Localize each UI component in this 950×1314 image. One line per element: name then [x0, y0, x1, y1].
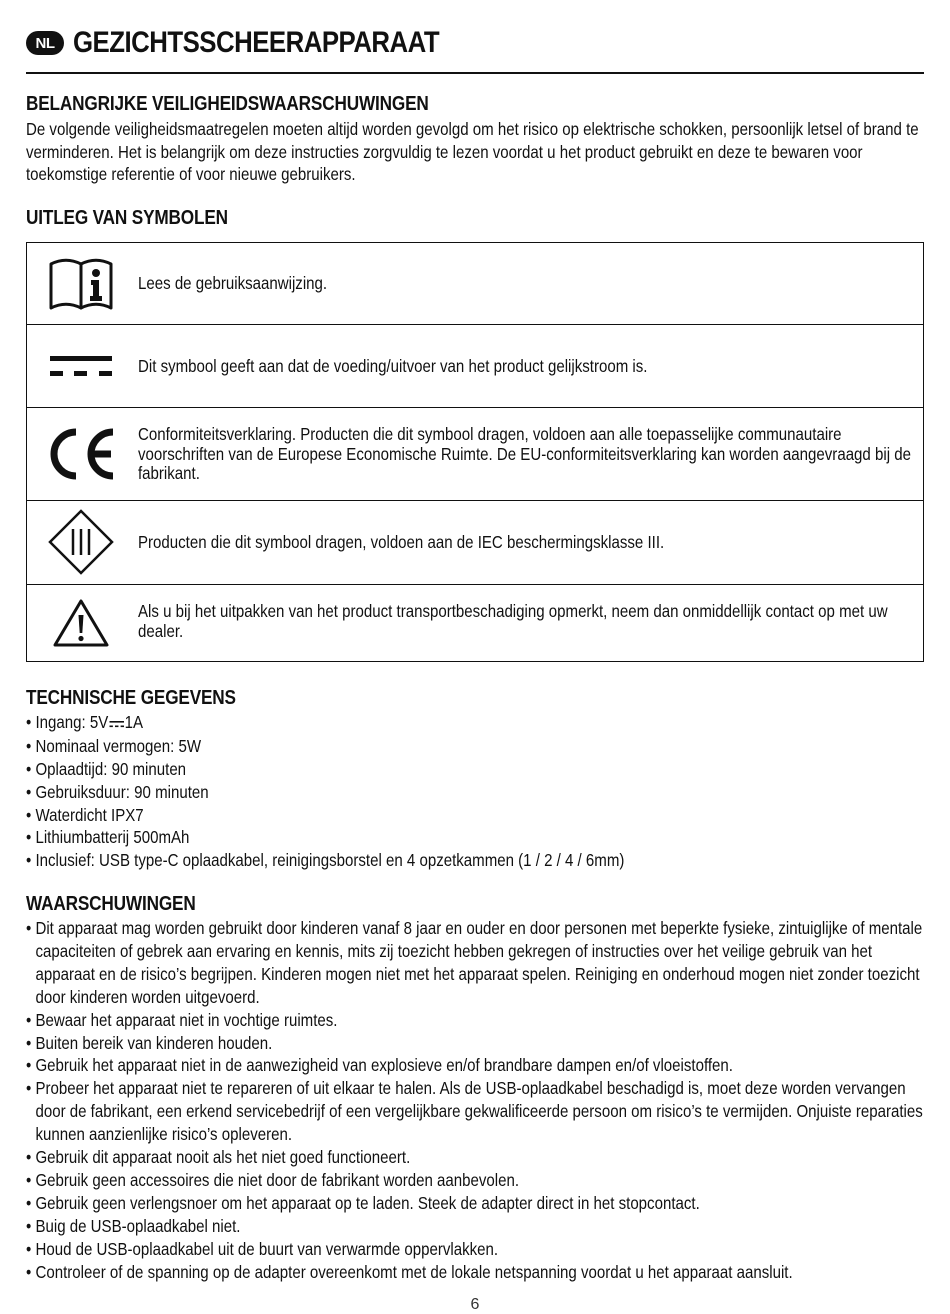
warning-triangle-icon	[45, 597, 117, 649]
safety-heading: BELANGRIJKE VEILIGHEIDSWAARSCHUWINGEN	[26, 93, 429, 115]
symbol-text-class3: Producten die dit symbool dragen, voldoen aan de IEC beschermingsklasse III.	[138, 532, 665, 552]
page-number: 6	[470, 1296, 480, 1313]
warning-item: • Houd de USB-oplaadkabel uit de buurt van verwarmde oppervlakken.	[26, 1238, 925, 1261]
symbol-row-dc	[27, 325, 923, 408]
direct-current-icon	[45, 347, 117, 387]
page-title: GEZICHTSSCHEERAPPARAAT	[73, 26, 440, 59]
spec-item-input	[26, 711, 925, 735]
warning-item: • Gebruik het apparaat niet in de aanwezigheid van explosieve en/of brandbare dampen en/of vloeistoffen.	[26, 1054, 925, 1077]
warning-item: • Buiten bereik van kinderen houden.	[26, 1032, 925, 1055]
symbols-table	[26, 242, 924, 662]
warning-item: • Gebruik geen verlengsnoer om het apparaat op te laden. Steek de adapter direct in het stopcontact.	[26, 1192, 925, 1215]
title-divider	[26, 72, 924, 74]
warning-item: • Dit apparaat mag worden gebruikt door kinderen vanaf 8 jaar en ouder en door personen met beperkte fysieke, zintuiglijke of mentale capaciteiten of gebrek aan ervaring en kennis, mits zij toezicht hebben gekregen of instructies over het veilige gebruik van het apparaat en de risico’s begrijpen. Kinderen mogen niet met het apparaat spelen. Reiniging en onderhoud mogen niet zonder toezicht door kinderen worden uitgevoerd.	[26, 917, 925, 1009]
specs-list	[26, 711, 925, 872]
title-row	[26, 26, 499, 60]
spec-item: • Inclusief: USB type-C oplaadkabel, reinigingsborstel en 4 opzetkammen (1 / 2 / 4 / 6mm)	[26, 849, 925, 872]
symbol-row-warning	[27, 585, 923, 660]
protection-class-iii-icon	[45, 509, 117, 575]
warning-item: • Gebruik geen accessoires die niet door de fabrikant worden aanbevolen.	[26, 1169, 925, 1192]
language-badge: NL	[26, 31, 64, 55]
symbol-row-ce	[27, 408, 923, 501]
spec-input-prefix: Ingang: 5V	[35, 712, 109, 732]
ce-mark-icon	[45, 426, 117, 482]
symbol-text-ce: Conformiteitsverklaring. Producten die dit symbool dragen, voldoen aan alle toepasselijke communautaire voorschriften van de Europese Economische Ruimte. De EU-conformiteitsverklaring kan worden aangevraagd bij de fabrikant.	[138, 424, 911, 483]
direct-current-small-icon	[109, 712, 124, 735]
spec-item: • Gebruiksduur: 90 minuten	[26, 781, 925, 804]
symbols-heading: UITLEG VAN SYMBOLEN	[26, 207, 228, 229]
spec-item: • Lithiumbatterij 500mAh	[26, 826, 925, 849]
warning-item: • Buig de USB-oplaadkabel niet.	[26, 1215, 925, 1238]
warning-item: • Probeer het apparaat niet te repareren of uit elkaar te halen. Als de USB-oplaadkabel beschadigd is, moet deze worden vervangen door de fabrikant, een erkend servicebedrijf of een vergelijkbare gekwalificeerde persoon om risico’s te vermijden. Onjuiste reparaties kunnen aanzienlijke risico’s opleveren.	[26, 1077, 925, 1146]
warnings-heading: WAARSCHUWINGEN	[26, 893, 196, 915]
spec-item: • Waterdicht IPX7	[26, 804, 925, 827]
spec-input-suffix: 1A	[124, 712, 144, 732]
warnings-list	[26, 917, 925, 1284]
symbol-row-manual	[27, 243, 923, 325]
spec-item: • Nominaal vermogen: 5W	[26, 735, 925, 758]
symbol-text-dc: Dit symbool geeft aan dat de voeding/uitvoer van het product gelijkstroom is.	[138, 356, 648, 376]
safety-intro: De volgende veiligheidsmaatregelen moeten altijd worden gevolgd om het risico op elektrische schokken, persoonlijk letsel of brand te verminderen. Het is belangrijk om deze instructies zorgvuldig te lezen voordat u het product gebruikt en deze te bewaren voor toekomstige referentie of voor nieuwe gebruikers.	[26, 119, 919, 184]
warning-item: • Controleer of de spanning op de adapter overeenkomt met de lokale netspanning voordat u het apparaat aansluit.	[26, 1261, 925, 1284]
symbol-text-warning: Als u bij het uitpakken van het product transportbeschadiging opmerkt, neem dan onmiddellijk contact op met uw dealer.	[138, 601, 888, 641]
warning-item: • Bewaar het apparaat niet in vochtige ruimtes.	[26, 1009, 925, 1032]
symbol-row-class3	[27, 501, 923, 585]
symbol-text-manual: Lees de gebruiksaanwijzing.	[138, 273, 328, 293]
manual-book-icon	[45, 255, 117, 313]
specs-heading: TECHNISCHE GEGEVENS	[26, 687, 236, 709]
warning-item: • Gebruik dit apparaat nooit als het niet goed functioneert.	[26, 1146, 925, 1169]
spec-item: • Oplaadtijd: 90 minuten	[26, 758, 925, 781]
